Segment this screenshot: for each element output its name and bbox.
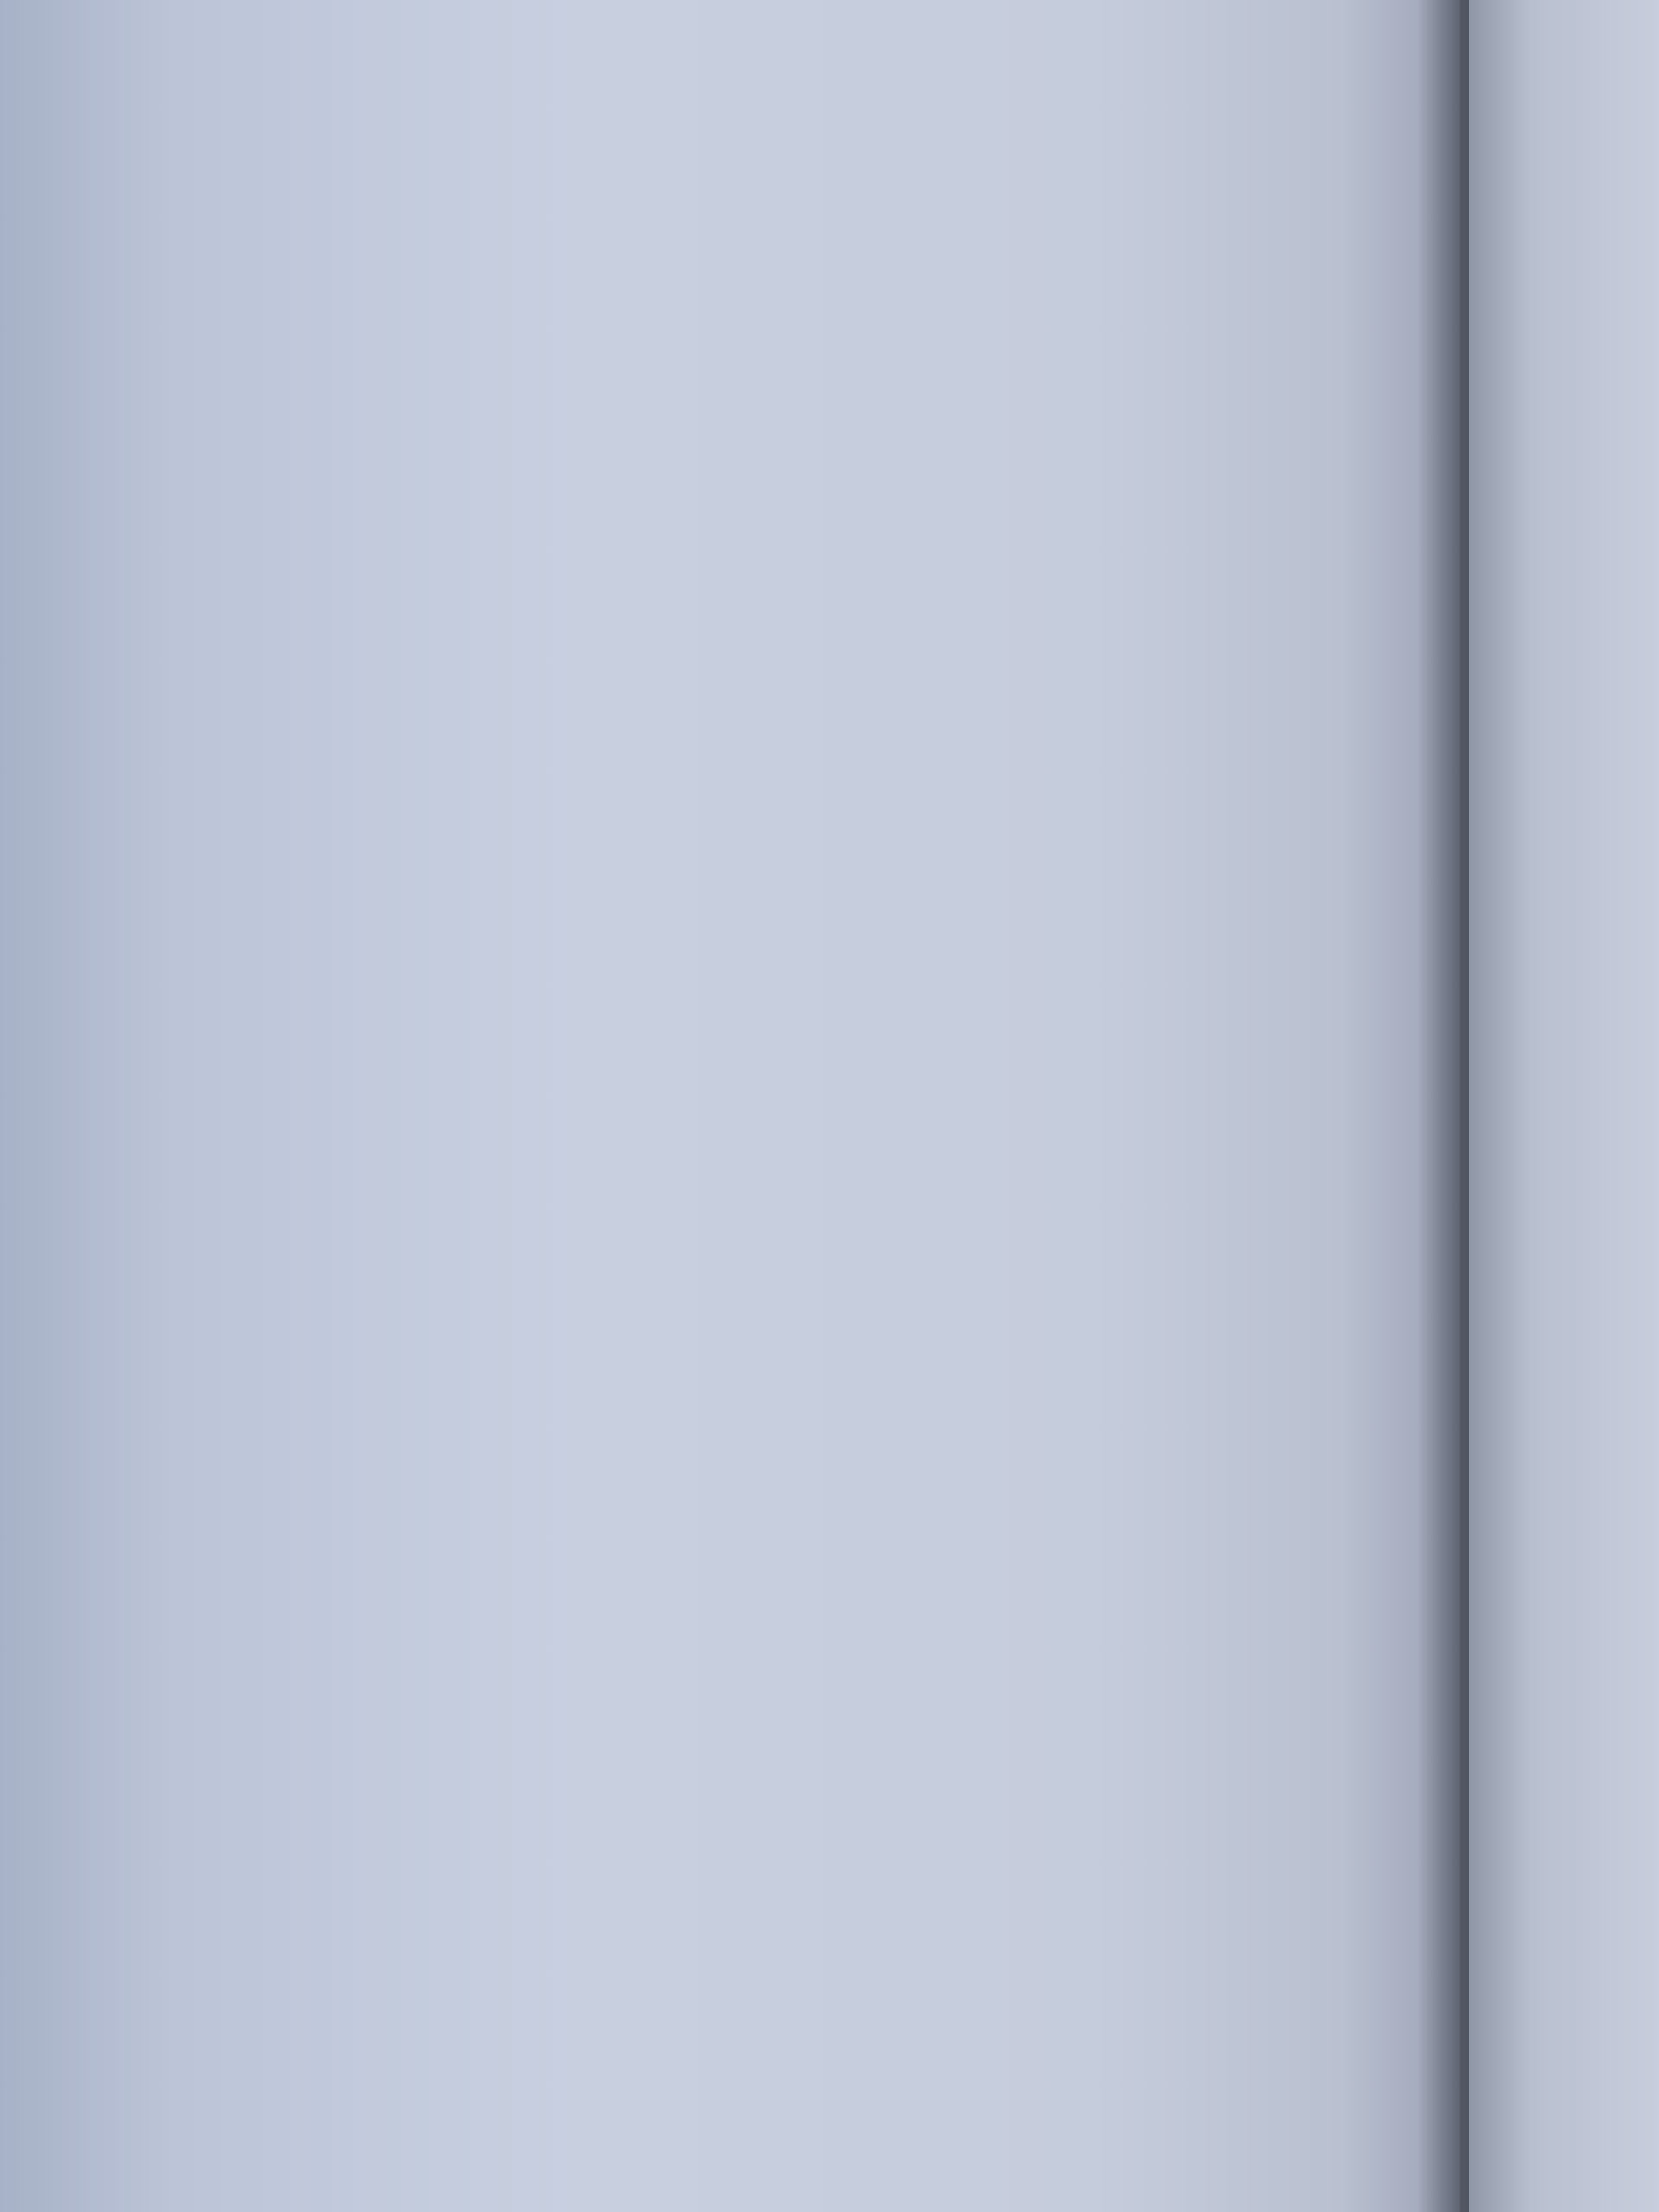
body-text bbox=[130, 812, 1382, 838]
right-page bbox=[1469, 0, 1659, 2212]
paragraph-3 bbox=[130, 812, 1382, 838]
paragraph-2 bbox=[130, 812, 1382, 838]
paragraph-4 bbox=[130, 812, 1382, 838]
paragraph-1 bbox=[130, 812, 1382, 838]
